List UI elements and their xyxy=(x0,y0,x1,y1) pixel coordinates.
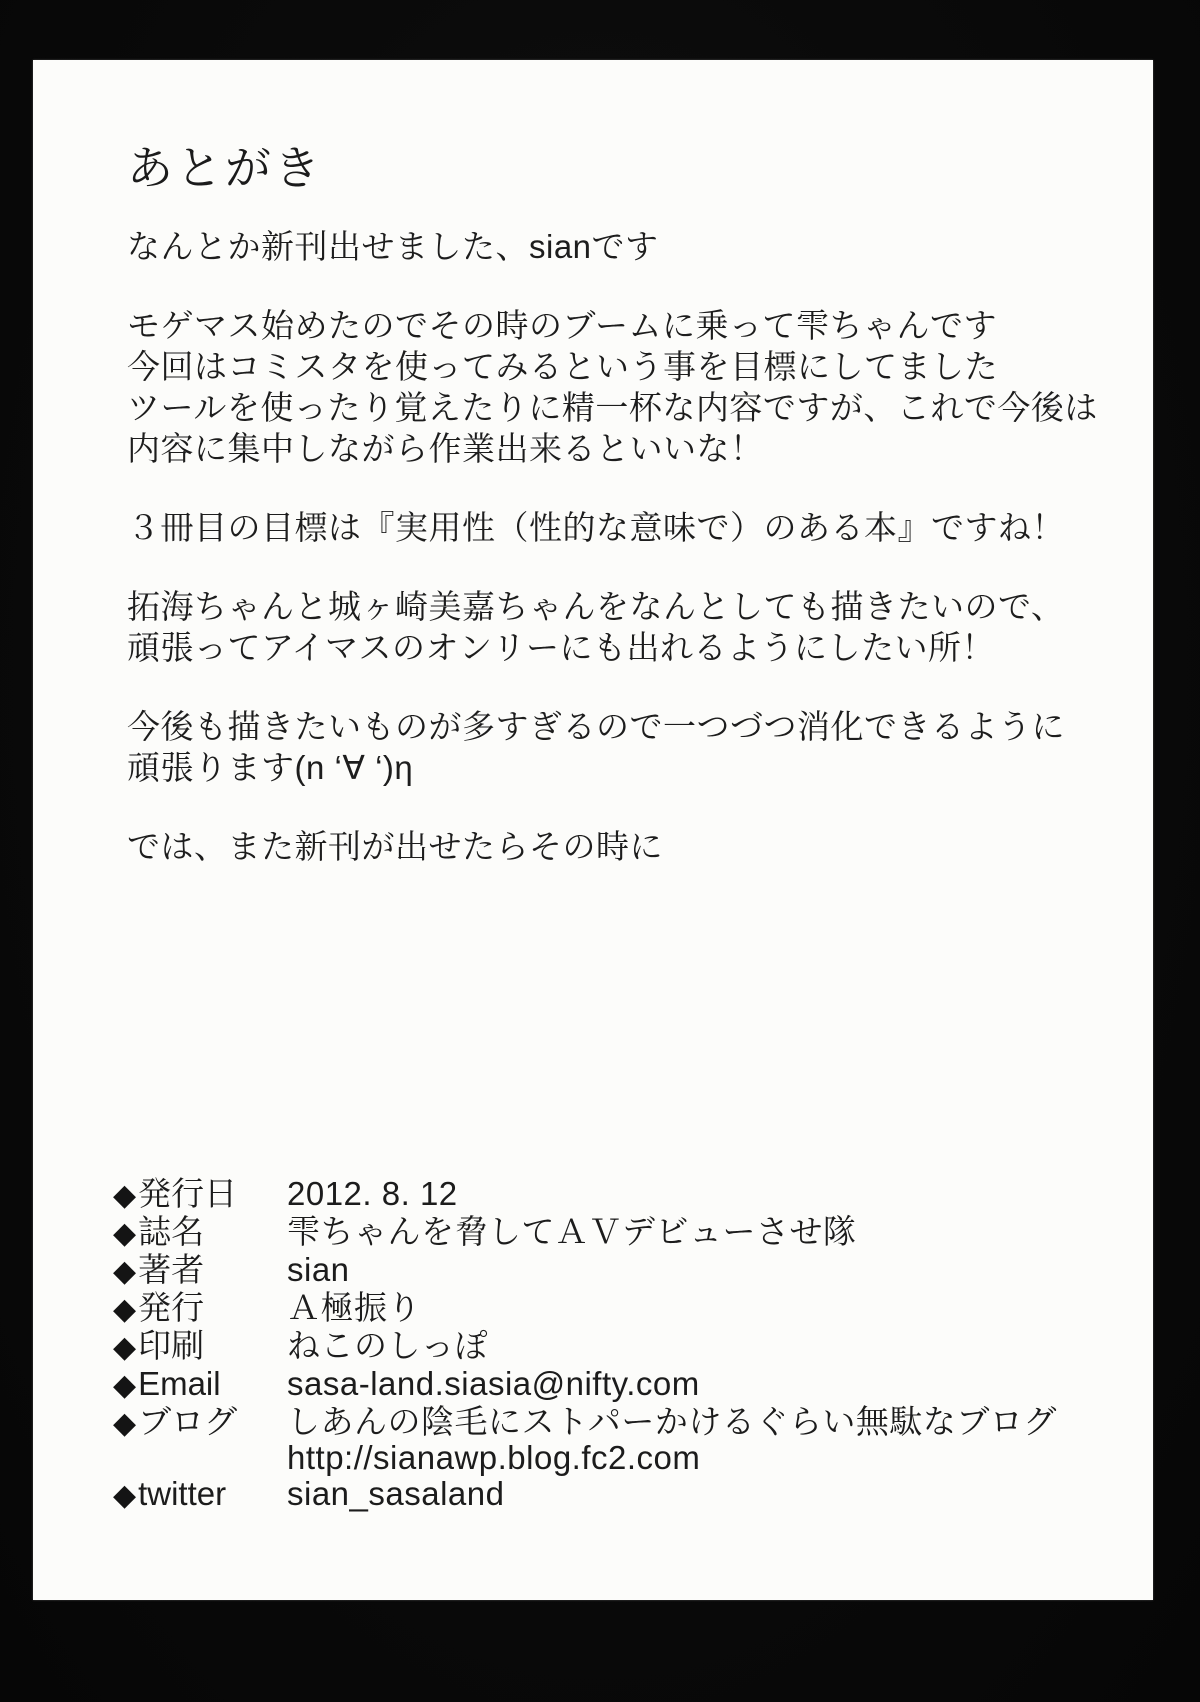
colophon-label: ブログ xyxy=(138,1403,238,1440)
page-title: あとがき xyxy=(127,142,323,194)
colophon-label: 著者 xyxy=(138,1251,205,1288)
colophon-row-printer xyxy=(113,1328,1057,1366)
colophon-row-book-title xyxy=(113,1214,1057,1252)
colophon-label: 発行 xyxy=(138,1289,205,1326)
text-line: モゲマス始めたのでその時のブームに乗って雫ちゃんです xyxy=(127,307,998,344)
diamond-bullet-icon: ◆ xyxy=(113,1293,137,1326)
text-line: 内容に集中しながら作業出来るといいな！ xyxy=(127,430,764,467)
colophon-label: 印刷 xyxy=(138,1327,205,1364)
text-line: 頑張ってアイマスのオンリーにも出れるようにしたい所！ xyxy=(127,629,996,666)
diamond-bullet-icon: ◆ xyxy=(113,1369,137,1402)
colophon-value: ねこのしっぽ xyxy=(287,1327,488,1364)
text-line: では、また新刊が出せたらその時に xyxy=(127,828,663,865)
colophon-blog-url: http://sianawp.blog.fc2.com xyxy=(287,1439,701,1476)
diamond-bullet-icon: ◆ xyxy=(113,1331,137,1364)
paragraph xyxy=(127,826,1087,867)
diamond-bullet-icon: ◆ xyxy=(113,1479,137,1512)
colophon-label: 誌名 xyxy=(138,1213,205,1250)
colophon-value: sian_sasaland xyxy=(287,1475,505,1512)
colophon-label: twitter xyxy=(138,1475,227,1512)
paragraph xyxy=(127,226,1087,267)
colophon-row-email xyxy=(113,1366,1057,1404)
text-line: ３冊目の目標は『実用性（性的な意味で）のある本』ですね！ xyxy=(127,509,1065,546)
text-line: なんとか新刊出せました、sianです xyxy=(127,228,659,265)
colophon-row-publisher xyxy=(113,1290,1057,1328)
paragraph xyxy=(127,305,1098,469)
text-line: 頑張ります(n ‘∀ ‘)η xyxy=(127,749,414,786)
colophon-value: sian xyxy=(287,1251,350,1288)
afterword-page xyxy=(33,60,1153,1600)
afterword-body xyxy=(127,226,1098,905)
colophon-value: sasa-land.siasia@nifty.com xyxy=(287,1365,700,1402)
paragraph xyxy=(127,507,1087,548)
colophon-value: 雫ちゃんを脅してＡＶデビューさせ隊 xyxy=(287,1213,857,1250)
colophon-row-author xyxy=(113,1252,1057,1290)
colophon-value: Ａ極振り xyxy=(287,1289,421,1326)
colophon-value: 2012. 8. 12 xyxy=(287,1175,458,1212)
colophon-label: Email xyxy=(138,1365,221,1402)
text-line: ツールを使ったり覚えたりに精一杯な内容ですが、これで今後は xyxy=(127,389,1098,426)
diamond-bullet-icon: ◆ xyxy=(113,1255,137,1288)
colophon-label: 発行日 xyxy=(138,1175,238,1212)
diamond-bullet-icon: ◆ xyxy=(113,1217,137,1250)
colophon xyxy=(113,1176,1057,1514)
diamond-bullet-icon: ◆ xyxy=(113,1407,137,1440)
colophon-value: しあんの陰毛にストパーかけるぐらい無駄なブログ xyxy=(287,1403,1057,1440)
colophon-row-blog xyxy=(113,1404,1057,1476)
paragraph xyxy=(127,586,1087,668)
text-line: 拓海ちゃんと城ヶ崎美嘉ちゃんをなんとしても描きたいので、 xyxy=(127,588,1065,625)
text-line: 今回はコミスタを使ってみるという事を目標にしてました xyxy=(127,348,998,385)
colophon-row-publish-date xyxy=(113,1176,1057,1214)
diamond-bullet-icon: ◆ xyxy=(113,1179,137,1212)
text-line: 今後も描きたいものが多すぎるので一つづつ消化できるように xyxy=(127,708,1065,745)
colophon-row-twitter xyxy=(113,1476,1057,1514)
paragraph xyxy=(127,706,1087,788)
